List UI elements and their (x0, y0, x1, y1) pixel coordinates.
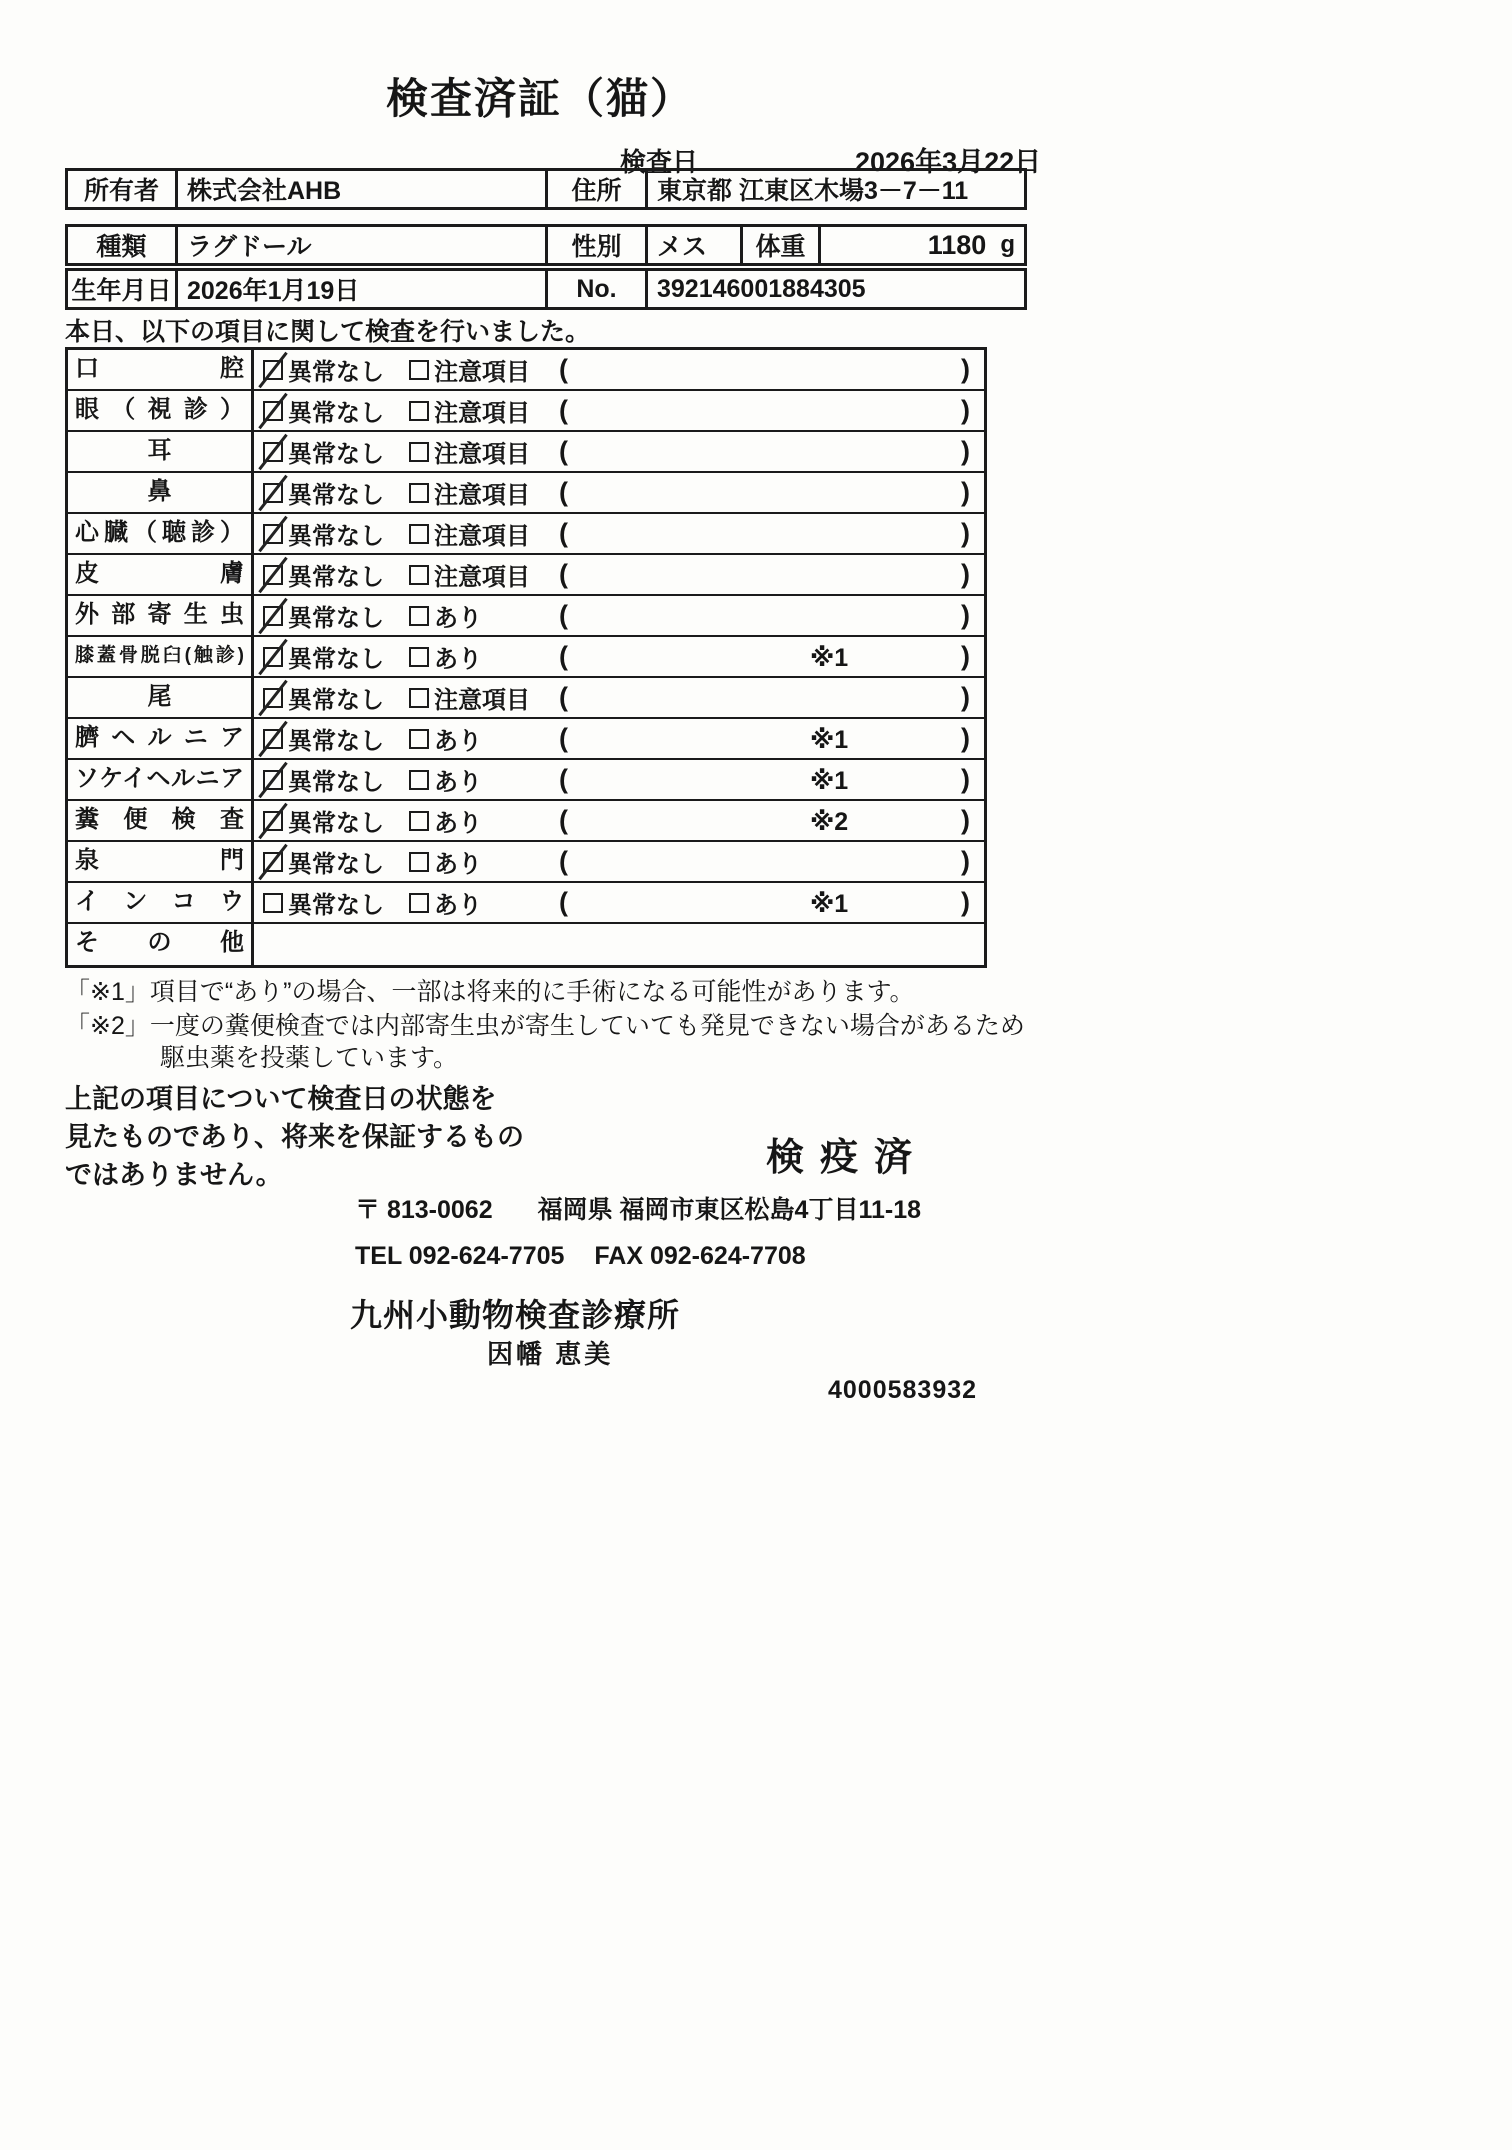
checkbox-no-abnormality (263, 729, 283, 749)
attention-checkbox-group (409, 516, 555, 551)
checkbox-attention-label: 注意項目 (434, 400, 530, 427)
exam-row-content (254, 883, 984, 922)
normal-checkbox-group (263, 434, 409, 469)
checkbox-attention (409, 688, 429, 708)
checkbox-present (409, 647, 429, 667)
normal-checkbox-group (263, 721, 409, 756)
checkbox-present-label: あり (434, 728, 482, 755)
paren-close: ) (961, 641, 970, 671)
weight-cell (821, 227, 1024, 263)
normal-checkbox-group (263, 475, 409, 510)
spacer (493, 1190, 538, 1226)
breed-label: 種類 (68, 227, 178, 263)
paren-open: ( (559, 518, 568, 548)
exam-row (68, 555, 984, 596)
row-note: ※1 (810, 726, 849, 754)
checkbox-no-abnormality (263, 770, 283, 790)
paren-close: ) (961, 477, 970, 507)
row-note: ※1 (810, 890, 849, 918)
checkbox-present-label: あり (434, 892, 482, 919)
paren-close: ) (961, 436, 970, 466)
exam-row (68, 596, 984, 637)
checkbox-attention-label: 注意項目 (434, 564, 530, 591)
owner-table (65, 168, 1027, 210)
exam-item-label: 外部寄生虫 (68, 596, 254, 635)
exam-row (68, 473, 984, 514)
checkbox-no-abnormality (263, 647, 283, 667)
birthdate-label: 生年月日 (68, 271, 178, 307)
checkbox-no-abnormality-label: 異常なし (288, 400, 384, 427)
birthdate-table (65, 268, 1027, 310)
checkbox-no-abnormality (263, 688, 283, 708)
checkbox-no-abnormality (263, 442, 283, 462)
address-value: 東京都 江東区木場3－7－11 (657, 177, 969, 205)
paren-open: ( (559, 723, 568, 753)
clinic-name: 九州小動物検査診療所 (350, 1297, 681, 1333)
attention-checkbox-group (409, 844, 555, 879)
checkbox-no-abnormality (263, 401, 283, 421)
sex-label: 性別 (548, 227, 648, 263)
footnote-1: 「※1」項目で“あり”の場合、一部は将来的に手術になる可能性があります。 (65, 978, 915, 1006)
exam-row-content (254, 432, 984, 471)
checkbox-no-abnormality-label: 異常なし (288, 523, 384, 550)
paren-close: ) (961, 559, 970, 589)
clinic-postal-code: 〒 813-0062 (355, 1196, 493, 1224)
normal-checkbox-group (263, 680, 409, 715)
attention-checkbox-group (409, 803, 555, 838)
disclaimer-line-3: ではありません。 (65, 1160, 283, 1190)
checkbox-no-abnormality-label: 異常なし (288, 810, 384, 837)
exam-row (68, 719, 984, 760)
exam-row (68, 842, 984, 883)
quarantine-stamp: 検疫済 (766, 1137, 929, 1179)
exam-row-content (254, 555, 984, 594)
exam-row (68, 883, 984, 924)
inspection-date-value: 2026年3月22日 (855, 147, 1042, 177)
paren-open: ( (559, 764, 568, 794)
paren-close: ) (961, 846, 970, 876)
checkbox-no-abnormality-label: 異常なし (288, 359, 384, 386)
normal-checkbox-group (263, 639, 409, 674)
exam-item-label: 口腔 (68, 350, 254, 389)
footnote-2-continued: 駆虫薬を投薬しています。 (160, 1044, 459, 1072)
checkbox-no-abnormality-label: 異常なし (288, 564, 384, 591)
weight-unit: g (1000, 231, 1015, 258)
certificate-title: 検査済証（猫） (385, 75, 694, 122)
exam-item-label: 尾 (68, 678, 254, 717)
attention-checkbox-group (409, 557, 555, 592)
exam-row-content (254, 596, 984, 635)
exam-row-content (254, 391, 984, 430)
document-code: 4000583932 (828, 1376, 978, 1404)
exam-item-label: 眼（視診） (68, 391, 254, 430)
normal-checkbox-group (263, 516, 409, 551)
exam-row (68, 391, 984, 432)
exam-row (68, 760, 984, 801)
animal-table (65, 224, 1027, 266)
certificate-number: 392146001884305 (657, 274, 866, 303)
clinic-tel: TEL 092-624-7705 (355, 1242, 565, 1270)
row-note: ※1 (810, 767, 849, 795)
checkbox-no-abnormality-label: 異常なし (288, 646, 384, 673)
paren-close: ) (961, 395, 970, 425)
paren-open: ( (559, 354, 568, 384)
intro-text: 本日、以下の項目に関して検査を行いました。 (65, 318, 591, 346)
checkbox-attention-label: 注意項目 (434, 687, 530, 714)
paren-open: ( (559, 477, 568, 507)
exam-row (68, 801, 984, 842)
paren-open: ( (559, 805, 568, 835)
attention-checkbox-group (409, 639, 555, 674)
checkbox-no-abnormality-label: 異常なし (288, 687, 384, 714)
clinic-fax: FAX 092-624-7708 (594, 1242, 806, 1270)
paren-close: ) (961, 518, 970, 548)
checkbox-attention-label: 注意項目 (434, 482, 530, 509)
normal-checkbox-group (263, 803, 409, 838)
checkbox-no-abnormality (263, 524, 283, 544)
checkbox-no-abnormality (263, 360, 283, 380)
checkbox-no-abnormality-label: 異常なし (288, 482, 384, 509)
checkbox-present-label: あり (434, 605, 482, 632)
normal-checkbox-group (263, 885, 409, 920)
clinic-postal-address (355, 1190, 921, 1226)
row-note: ※1 (810, 644, 849, 672)
exam-row (68, 637, 984, 678)
veterinarian-name: 因幡 恵美 (487, 1339, 614, 1369)
paren-close: ) (961, 805, 970, 835)
exam-item-label: 泉門 (68, 842, 254, 881)
normal-checkbox-group (263, 598, 409, 633)
paren-close: ) (961, 354, 970, 384)
exam-row-content (254, 842, 984, 881)
exam-item-label: 臍ヘルニア (68, 719, 254, 758)
checkbox-attention (409, 483, 429, 503)
attention-checkbox-group (409, 475, 555, 510)
exam-row-content (254, 678, 984, 717)
inspection-date-label: 検査日 (620, 147, 699, 177)
row-note: ※2 (810, 808, 849, 836)
normal-checkbox-group (263, 557, 409, 592)
clinic-tel-fax (355, 1242, 806, 1271)
checkbox-present (409, 770, 429, 790)
checkbox-no-abnormality-label: 異常なし (288, 605, 384, 632)
paren-open: ( (559, 559, 568, 589)
exam-row (68, 432, 984, 473)
exam-row-content (254, 719, 984, 758)
checkbox-present (409, 729, 429, 749)
checkbox-no-abnormality (263, 483, 283, 503)
footnote-2: 「※2」一度の糞便検査では内部寄生虫が寄生していても発見できない場合があるため (65, 1012, 1025, 1040)
normal-checkbox-group (263, 844, 409, 879)
checkbox-present (409, 852, 429, 872)
checkbox-no-abnormality (263, 893, 283, 913)
exam-row (68, 678, 984, 719)
weight-label: 体重 (743, 227, 821, 263)
birthdate-value: 2026年1月19日 (178, 271, 548, 307)
paren-close: ) (961, 887, 970, 917)
exam-row (68, 350, 984, 391)
exam-item-label: 膝蓋骨脱臼(触診) (68, 637, 254, 676)
checkbox-attention (409, 524, 429, 544)
checkbox-present-label: あり (434, 646, 482, 673)
owner-label: 所有者 (68, 171, 178, 207)
exam-row-content (254, 473, 984, 512)
paren-open: ( (559, 887, 568, 917)
sex-value: メス (648, 227, 743, 263)
exam-row (68, 924, 984, 965)
exam-item-label: インコウ (68, 883, 254, 922)
checkbox-present-label: あり (434, 769, 482, 796)
attention-checkbox-group (409, 393, 555, 428)
attention-checkbox-group (409, 762, 555, 797)
exam-row-content (254, 350, 984, 389)
paren-close: ) (961, 682, 970, 712)
checkbox-attention-label: 注意項目 (434, 441, 530, 468)
disclaimer-text (65, 1080, 524, 1194)
checkbox-present (409, 893, 429, 913)
checkbox-present (409, 811, 429, 831)
exam-row-content (254, 514, 984, 553)
normal-checkbox-group (263, 352, 409, 387)
exam-item-label: 耳 (68, 432, 254, 471)
exam-item-label: 心臓（聴診） (68, 514, 254, 553)
exam-item-label: 皮膚 (68, 555, 254, 594)
exam-row-content (254, 760, 984, 799)
checkbox-no-abnormality (263, 852, 283, 872)
exam-row-content (254, 637, 984, 676)
disclaimer-line-1: 上記の項目について検査日の状態を (65, 1084, 497, 1114)
checkbox-attention-label: 注意項目 (434, 523, 530, 550)
exam-row-content (254, 924, 984, 965)
weight-value: 1180 (927, 229, 987, 260)
paren-open: ( (559, 600, 568, 630)
exam-row (68, 514, 984, 555)
paren-open: ( (559, 846, 568, 876)
attention-checkbox-group (409, 598, 555, 633)
checkbox-no-abnormality-label: 異常なし (288, 892, 384, 919)
exam-item-label: 糞便検査 (68, 801, 254, 840)
paren-close: ) (961, 764, 970, 794)
attention-checkbox-group (409, 434, 555, 469)
address-label: 住所 (548, 171, 648, 207)
breed-value: ラグドール (178, 227, 548, 263)
exam-item-label: 鼻 (68, 473, 254, 512)
checkbox-attention-label: 注意項目 (434, 359, 530, 386)
attention-checkbox-group (409, 721, 555, 756)
checkbox-present-label: あり (434, 810, 482, 837)
disclaimer-line-2: 見たものであり、将来を保証するもの (65, 1122, 524, 1152)
checkbox-attention (409, 360, 429, 380)
paren-open: ( (559, 436, 568, 466)
spacer (564, 1242, 594, 1271)
paren-open: ( (559, 641, 568, 671)
checkbox-no-abnormality (263, 606, 283, 626)
checkbox-attention (409, 565, 429, 585)
checkbox-no-abnormality-label: 異常なし (288, 851, 384, 878)
checkbox-no-abnormality (263, 565, 283, 585)
normal-checkbox-group (263, 762, 409, 797)
exam-item-label: ソケイヘルニア (68, 760, 254, 799)
checkbox-no-abnormality-label: 異常なし (288, 728, 384, 755)
no-label: No. (548, 271, 648, 307)
checkbox-attention (409, 442, 429, 462)
attention-checkbox-group (409, 885, 555, 920)
checkbox-no-abnormality-label: 異常なし (288, 769, 384, 796)
attention-checkbox-group (409, 352, 555, 387)
paren-open: ( (559, 682, 568, 712)
checkbox-no-abnormality-label: 異常なし (288, 441, 384, 468)
exam-table (65, 347, 987, 968)
exam-item-label: その他 (68, 924, 254, 965)
owner-name: 株式会社AHB (178, 171, 548, 207)
checkbox-no-abnormality (263, 811, 283, 831)
checkbox-present-label: あり (434, 851, 482, 878)
clinic-address: 福岡県 福岡市東区松島4丁目11-18 (537, 1196, 922, 1224)
paren-close: ) (961, 600, 970, 630)
paren-open: ( (559, 395, 568, 425)
paren-close: ) (961, 723, 970, 753)
exam-row-content (254, 801, 984, 840)
attention-checkbox-group (409, 680, 555, 715)
normal-checkbox-group (263, 393, 409, 428)
checkbox-present (409, 606, 429, 626)
checkbox-attention (409, 401, 429, 421)
